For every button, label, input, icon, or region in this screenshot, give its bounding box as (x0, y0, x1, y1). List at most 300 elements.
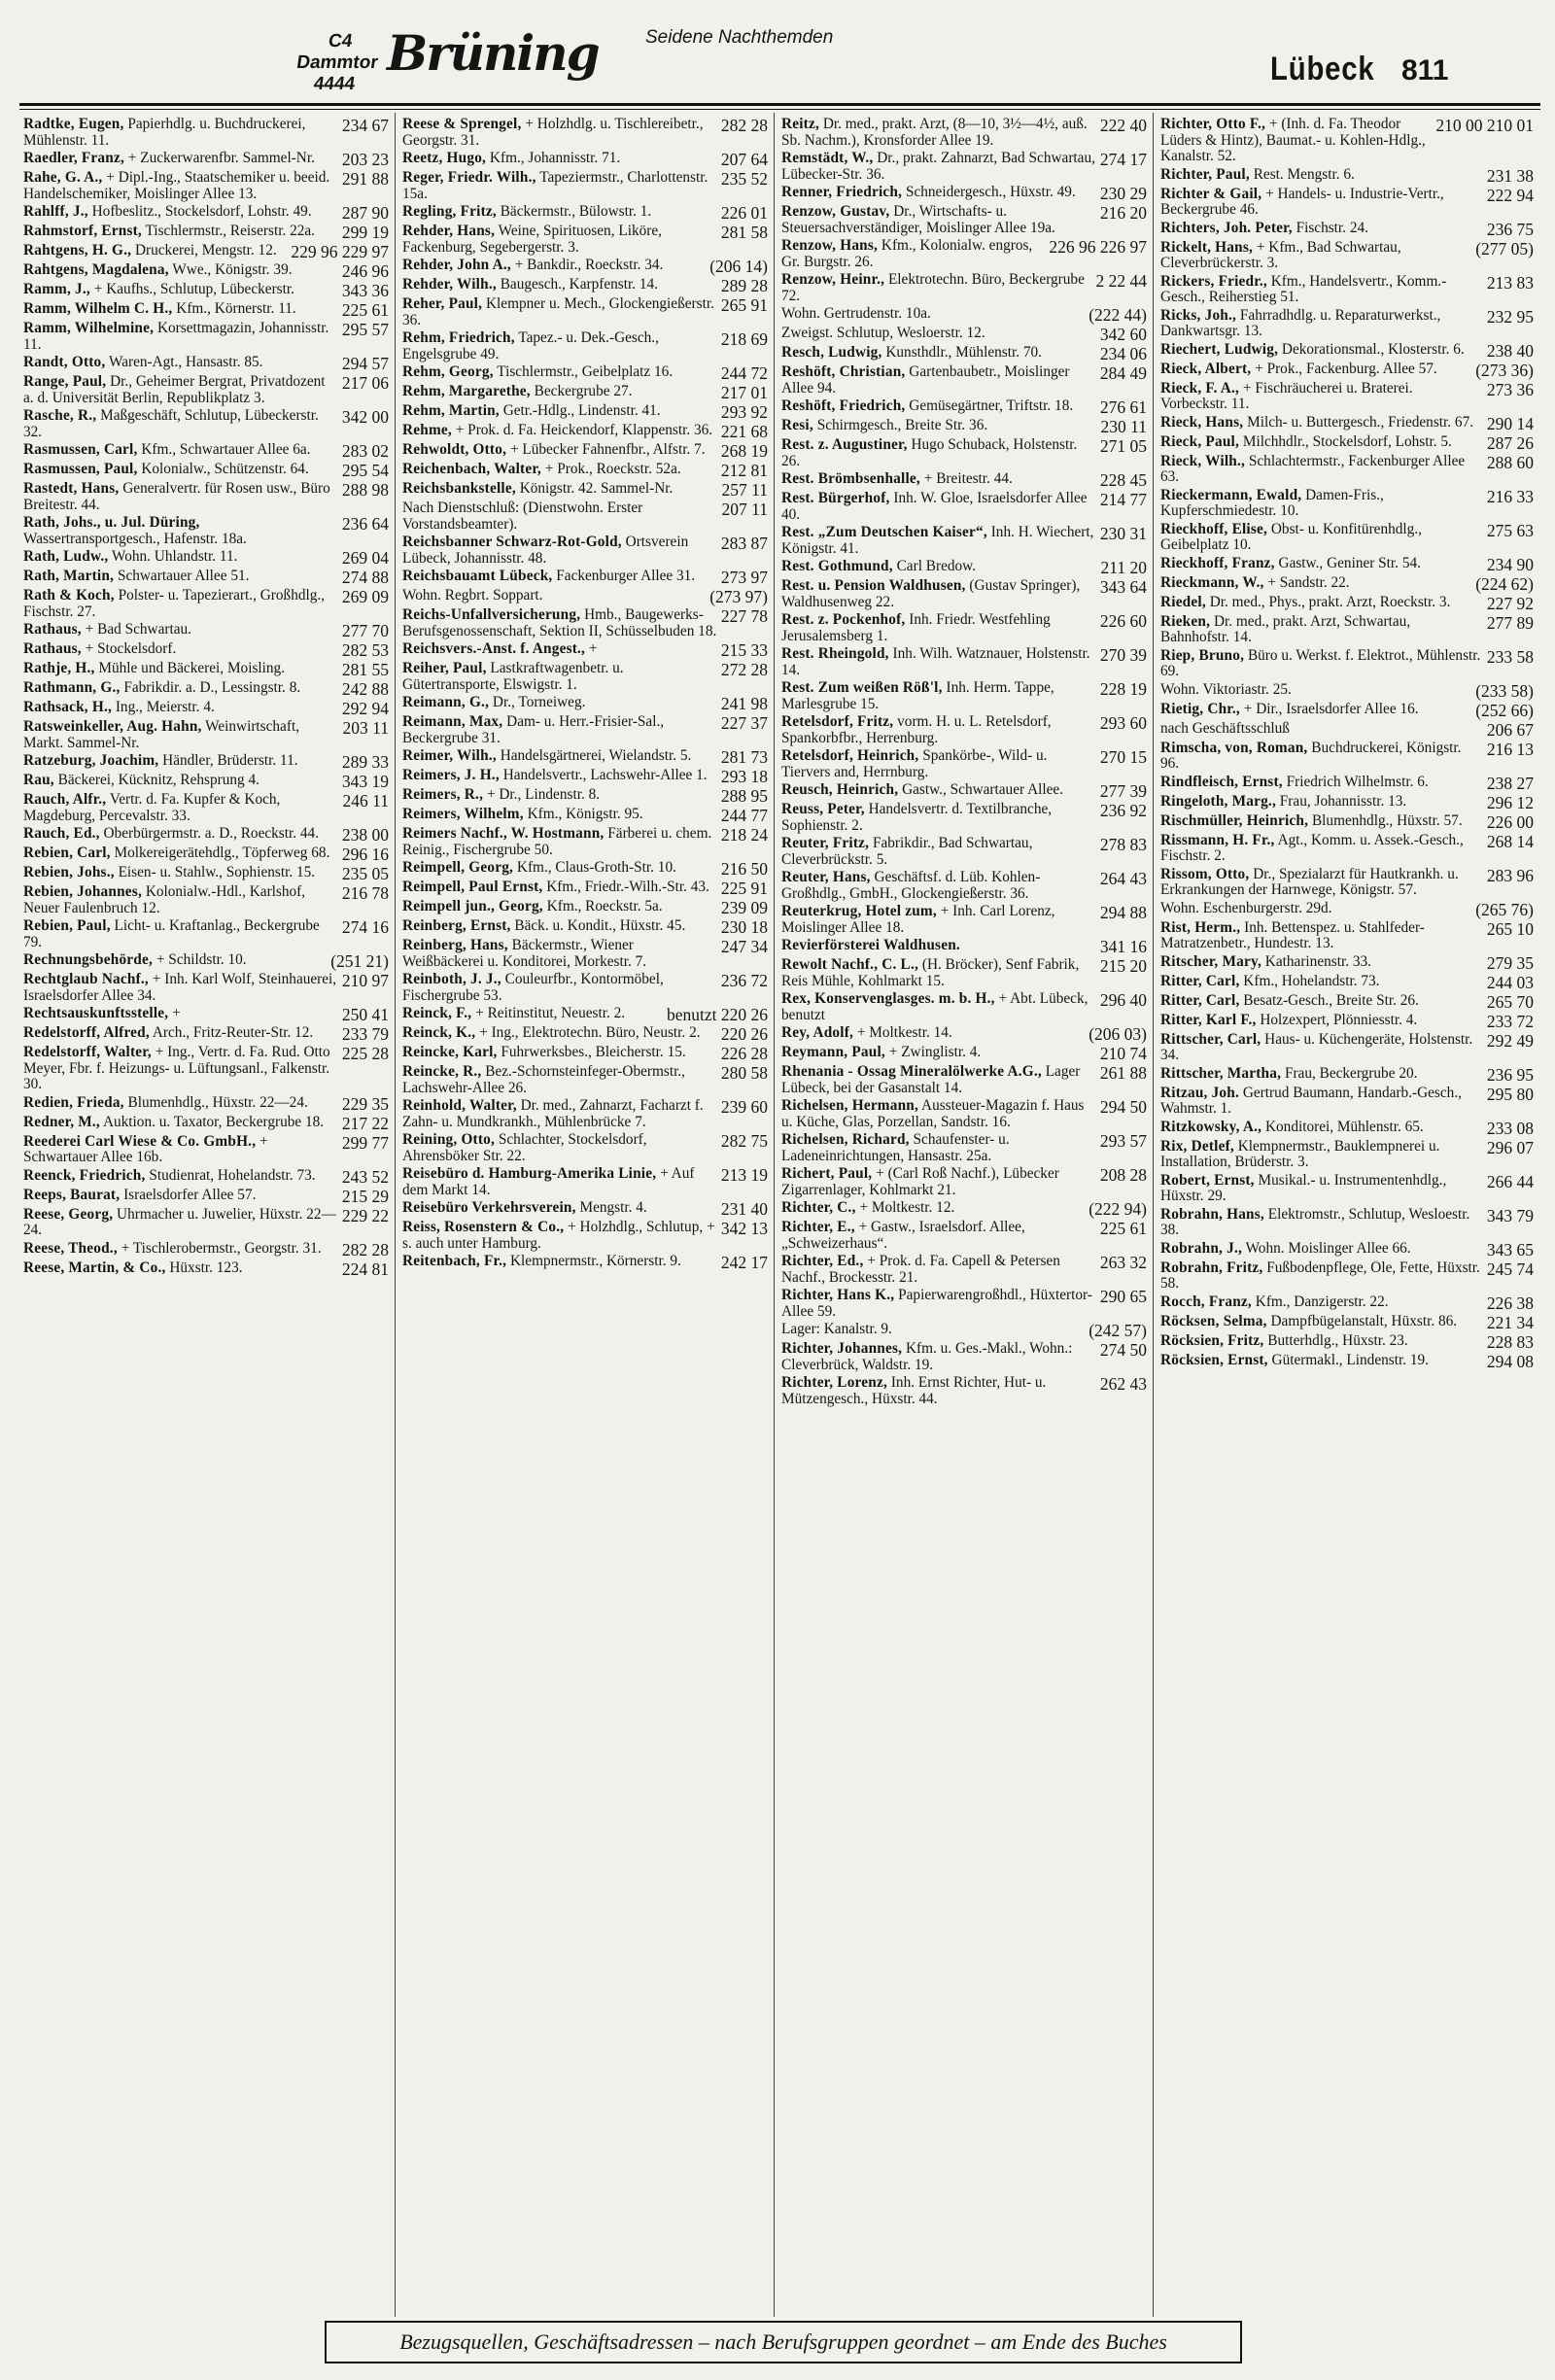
directory-entry (23, 1006, 389, 1025)
entry-details: Wohn. Uhlandstr. 11. (111, 549, 238, 565)
phone-number: 342 13 (720, 1220, 768, 1238)
phone-number: 274 88 (341, 569, 389, 587)
phone-number: 342 00 (341, 408, 389, 427)
entry-details: + Prok. d. Fa. Heickendorf, Klappenstr. 36. (455, 423, 713, 438)
entry-name: Rocch, Franz, (1160, 1293, 1252, 1310)
phone-number: 270 39 (1099, 646, 1147, 665)
entry-name: Radtke, Eugen, (23, 117, 124, 132)
entry-name: Retelsdorf, Heinrich, (781, 748, 919, 764)
entry-name: Ramm, Wilhelmine, (23, 321, 155, 336)
directory-entry (1160, 648, 1534, 682)
phone-number: 238 00 (341, 826, 389, 845)
entry-details: Geschäftsf. d. Lüb. Kohlen-Großhdlg., GmbH., Glockengießerstr. 36. (781, 870, 1041, 902)
phone-number: 288 95 (720, 787, 768, 806)
entry-details: + Dr., Lindenstr. 8. (486, 787, 601, 803)
entry-name: Ritzkowsky, A., (1160, 1119, 1262, 1135)
phone-number: 274 16 (341, 918, 389, 937)
entry-details: Vertr. d. Fa. Kupfer & Koch, Magdeburg, Percevalstr. 33. (23, 792, 281, 824)
entry-details: + Kfm., Bad Schwartau, Cleverbrückerstr. 3. (1160, 239, 1401, 271)
entry-details: + (Inh. d. Fa. Theodor Lüders & Hintz), Baumat.- u. Kohlen-Hdlg., Kanalstr. 52. (1160, 117, 1426, 164)
phone-number: 268 14 (1486, 832, 1534, 851)
directory-entry (781, 418, 1147, 437)
phone-number: 244 72 (720, 364, 768, 383)
phone-number: 233 08 (1486, 1119, 1534, 1138)
phone-number: 207 64 (720, 151, 768, 169)
phone-number: (206 14) (709, 258, 768, 276)
directory-entry (781, 680, 1147, 714)
entry-details: Klempner u. Mech., Glockengießerstr. 36. (402, 296, 714, 328)
directory-entry (23, 918, 389, 952)
directory-entry (402, 880, 768, 899)
entry-name: Rebien, Johs., (23, 865, 115, 880)
directory-entry (781, 870, 1147, 904)
entry-details: Inh. Herm. Tappe, Marlesgrube 15. (781, 680, 1054, 712)
entry-name: Rieckhoff, Elise, (1160, 521, 1268, 537)
entry-details: + Prok. d. Fa. Capell & Petersen Nachf., Brockesstr. 21. (781, 1254, 1060, 1286)
entry-details: + Tischlerobermstr., Georgstr. 31. (121, 1240, 322, 1257)
entry-details: Waren-Agt., Hansastr. 85. (108, 355, 263, 370)
entry-details: Schlachtermstr., Fackenburger Allee 63. (1160, 453, 1466, 485)
entry-name: Rebien, Carl, (23, 845, 111, 861)
entry-details: + Prok., Fackenburg. Allee 57. (1255, 361, 1437, 377)
entry-details: + Bankdir., Roeckstr. 34. (514, 258, 664, 273)
directory-entry (1160, 1260, 1534, 1294)
entry-details: Fahrradhdlg. u. Reparaturwerkst., Dankwartsgr. 13. (1160, 307, 1441, 339)
phone-number: 269 04 (341, 549, 389, 568)
directory-entry (402, 1098, 768, 1132)
phone-number: 343 64 (1099, 578, 1147, 597)
entry-name: Rest. z. Augustiner, (781, 437, 908, 453)
directory-entry (402, 641, 768, 661)
entry-name: Richter, Otto F., (1160, 117, 1266, 132)
entry-name: Renner, Friedrich, (781, 185, 903, 200)
entry-details: + Zuckerwarenfbr. Sammel-Nr. (127, 151, 315, 166)
phone-number: 216 78 (341, 884, 389, 903)
entry-name: Richter, E., (781, 1220, 855, 1235)
phone-number: 229 96 229 97 (291, 243, 389, 261)
directory-entry (402, 224, 768, 258)
directory-entry (1160, 1013, 1534, 1032)
entry-name: Reese, Georg, (23, 1206, 114, 1223)
directory-entry (1160, 434, 1534, 454)
entry-details: Nach Dienstschluß: (Dienstwohn. Erster Vorstandsbeamter). (402, 500, 643, 533)
entry-details: (H. Bröcker), Senf Fabrik, Reis Mühle, Kohlmarkt 15. (781, 957, 1080, 989)
entry-name: Range, Paul, (23, 374, 107, 390)
directory-entry (1160, 867, 1534, 901)
directory-entry (402, 1132, 768, 1166)
entry-name: Ritter, Karl F., (1160, 1012, 1257, 1028)
entry-name: Rasmussen, Paul, (23, 462, 138, 477)
directory-entry (402, 1220, 768, 1254)
entry-details: + Gastw., Israelsdorf. Allee, „Schweizerhaus“. (781, 1220, 1025, 1252)
entry-details: Licht- u. Kraftanlag., Beckergrube 79. (23, 918, 320, 950)
phone-number: 281 58 (720, 224, 768, 242)
entry-name: Rathje, H., (23, 661, 95, 676)
phone-number: 225 28 (341, 1045, 389, 1063)
entry-name: Rickelt, Hans, (1160, 239, 1254, 256)
entry-name: Rauch, Alfr., (23, 792, 107, 808)
directory-entry (23, 462, 389, 481)
directory-entry (23, 680, 389, 700)
entry-name: Redelstorff, Alfred, (23, 1025, 150, 1041)
directory-entry (402, 1045, 768, 1064)
entry-details: Wohn. Gertrudenstr. 10a. (781, 306, 931, 322)
entry-name: Reimers, J. H., (402, 768, 500, 783)
directory-entry (781, 117, 1147, 151)
phone-number: 265 10 (1486, 919, 1534, 939)
phone-number: 274 17 (1099, 151, 1147, 169)
entry-details: + Fischräucherei u. Braterei. Vorbeckstr. 11. (1160, 380, 1413, 412)
entry-name: Rastedt, Hans, (23, 481, 120, 497)
entry-details: Kfm., Danzigerstr. 22. (1255, 1293, 1389, 1310)
entry-name: Reitz, (781, 117, 819, 132)
directory-entry (1160, 1139, 1534, 1173)
phone-number: 242 88 (341, 680, 389, 699)
entry-name: Reiher, Paul, (402, 661, 487, 676)
entry-details: Elektrotechn. Büro, Beckergrube 72. (781, 272, 1085, 304)
directory-entry (402, 714, 768, 748)
phone-number: 212 81 (720, 462, 768, 480)
entry-name: Rauch, Ed., (23, 826, 100, 842)
entry-name: Reher, Paul, (402, 296, 483, 312)
entry-details: Färberei u. chem. Reinig., Fischergrube 50. (402, 826, 712, 858)
directory-entry (781, 1166, 1147, 1200)
entry-name: Reederei Carl Wiese & Co. GmbH., (23, 1133, 257, 1150)
entry-name: Ramm, Wilhelm C. H., (23, 301, 173, 317)
phone-number: 273 36 (1486, 380, 1534, 399)
directory-entry (781, 398, 1147, 418)
phone-number: 230 18 (720, 918, 768, 937)
phone-number: 217 01 (720, 384, 768, 402)
entry-name: Reichsbauamt Lübeck, (402, 569, 553, 584)
directory-entry (1160, 741, 1534, 775)
phone-number: 250 41 (341, 1006, 389, 1024)
phone-number: 217 06 (341, 374, 389, 393)
directory-entry (402, 1254, 768, 1273)
phone-number: 279 35 (1486, 953, 1534, 973)
entry-name: Richters, Joh. Peter, (1160, 220, 1293, 236)
entry-details: Dr., Wirtschafts- u. Steuersachverständiger, Moislinger Allee 19a. (781, 204, 1055, 236)
directory-entry (1160, 595, 1534, 614)
entry-details: Holzexpert, Plönniesstr. 4. (1260, 1012, 1418, 1028)
phone-number: 210 74 (1099, 1045, 1147, 1063)
phone-number: 227 92 (1486, 594, 1534, 613)
entry-name: Reuss, Peter, (781, 802, 865, 817)
entry-details: Dr. med., Zahnarzt, Facharzt f. Zahn- u. Mundkrankh., Mühlenbrücke 7. (402, 1098, 704, 1130)
entry-details: Generalvertr. für Rosen usw., Büro Breitestr. 44. (23, 481, 330, 513)
directory-entry (781, 612, 1147, 646)
entry-details: Gastw., Geniner Str. 54. (1278, 555, 1421, 571)
entry-name: Rathaus, (23, 622, 82, 638)
entry-name: Rehm, Friedrich, (402, 330, 515, 346)
directory-entry (23, 321, 389, 355)
directory-entry (23, 622, 389, 641)
entry-name: Richter, C., (781, 1200, 856, 1216)
entry-name: Richert, Paul, (781, 1166, 873, 1182)
directory-entry (781, 714, 1147, 748)
phone-number: 235 05 (341, 865, 389, 883)
entry-details: + Zwinglistr. 4. (888, 1045, 982, 1060)
entry-name: Richter, Paul, (1160, 166, 1250, 183)
directory-entry (781, 836, 1147, 870)
directory-entry (402, 384, 768, 403)
entry-details: Couleurfbr., Kontormöbel, Fischergrube 53. (402, 972, 664, 1004)
directory-entry (23, 865, 389, 884)
entry-name: Resi, (781, 418, 813, 433)
entry-details: Tapeziermstr., Charlottenstr. 15a. (402, 170, 708, 202)
phone-number: 299 77 (341, 1133, 389, 1153)
directory-entry (402, 860, 768, 880)
phone-number: 296 40 (1099, 991, 1147, 1010)
directory-entry (23, 1115, 389, 1134)
directory-entry (23, 719, 389, 753)
directory-entry (23, 151, 389, 170)
directory-entry (1160, 702, 1534, 721)
directory-entry (23, 569, 389, 588)
directory-entry (1160, 274, 1534, 308)
phone-number: 276 61 (1099, 398, 1147, 417)
phone-number: 243 52 (341, 1167, 389, 1187)
entry-name: Robrahn, J., (1160, 1240, 1243, 1257)
directory-entry (1160, 488, 1534, 522)
directory-entry (23, 1025, 389, 1045)
phone-number: 291 88 (341, 170, 389, 189)
entry-details: Besatz-Gesch., Breite Str. 26. (1243, 992, 1419, 1009)
directory-entry (1160, 415, 1534, 434)
phone-number: 226 00 (1486, 812, 1534, 832)
entry-details: Schwartauer Allee 51. (117, 569, 250, 584)
phone-number: 277 70 (341, 622, 389, 640)
directory-entry (781, 991, 1147, 1025)
entry-details: Fabrikdir., Bad Schwartau, Cleverbrückstr. 5. (781, 836, 1033, 868)
directory-entry (23, 408, 389, 442)
entry-name: Rietig, Chr., (1160, 701, 1240, 717)
entry-details: Inh. Ernst Richter, Hut- u. Mützengesch., Hüxstr. 44. (781, 1375, 1047, 1407)
directory-entry (23, 170, 389, 204)
entry-details: + Moltkestr. 14. (856, 1025, 952, 1041)
directory-entry (781, 559, 1147, 578)
phone-number: 296 16 (341, 845, 389, 864)
directory-entry (402, 481, 768, 500)
directory-entry (402, 296, 768, 330)
entry-details: Fabrikdir. a. D., Lessingstr. 8. (123, 680, 301, 696)
entry-details: Damen-Fris., Kupferschmiedestr. 10. (1160, 487, 1384, 519)
entry-name: Rieck, Wilh., (1160, 453, 1246, 469)
entry-name: Rissmann, H. Fr., (1160, 832, 1275, 848)
entry-details: Israelsdorfer Allee 57. (123, 1187, 257, 1203)
directory-entry (1160, 813, 1534, 833)
entry-name: Reimann, Max, (402, 714, 503, 730)
directory-entry (402, 807, 768, 826)
advert-brand-logo: Brüning (387, 24, 599, 82)
directory-entry (1160, 1207, 1534, 1241)
directory-entry (23, 1134, 389, 1168)
phone-number: 228 83 (1486, 1332, 1534, 1352)
entry-name: Ritter, Carl, (1160, 992, 1240, 1009)
directory-entry (1160, 775, 1534, 794)
phone-number: 230 31 (1099, 525, 1147, 543)
entry-details: Musikal.- u. Instrumentenhdlg., Hüxstr. 29. (1160, 1172, 1447, 1204)
phone-number: (277 05) (1475, 239, 1534, 259)
entry-name: Rest. Zum weißen Röß'l, (781, 680, 943, 696)
entry-details: Lager Lübeck, bei der Gasanstalt 14. (781, 1064, 1081, 1096)
directory-column-3 (781, 117, 1147, 2315)
entry-details: + Abt. Lübeck, benutzt (781, 991, 1088, 1023)
phone-number: (222 44) (1088, 306, 1147, 325)
phone-number: (224 62) (1475, 574, 1534, 594)
phone-number: 239 60 (720, 1098, 768, 1117)
phone-number: 343 19 (341, 773, 389, 791)
directory-entry (781, 185, 1147, 204)
entry-details: Kfm., Roeckstr. 5a. (546, 899, 663, 914)
entry-name: Ratsweinkeller, Aug. Hahn, (23, 719, 202, 735)
directory-entry (23, 700, 389, 719)
phone-number: 206 67 (1486, 720, 1534, 740)
phone-number: 239 09 (720, 899, 768, 917)
directory-entry (781, 802, 1147, 836)
entry-details: Friedrich Wilhelmstr. 6. (1286, 774, 1429, 790)
entry-name: Reichsbanner Schwarz-Rot-Gold, (402, 535, 622, 550)
directory-entry (23, 301, 389, 321)
directory-entry (1160, 522, 1534, 556)
phone-number: 228 45 (1099, 471, 1147, 490)
directory-entry (23, 826, 389, 845)
entry-details: Korsettmagazin, Johannisstr. 11. (23, 321, 329, 353)
phone-number: (251 21) (330, 952, 389, 971)
entry-name: Reiss, Rosenstern & Co., (402, 1220, 565, 1235)
city-title: Lübeck (1270, 51, 1375, 87)
entry-details: Frau, Johannisstr. 13. (1279, 793, 1407, 810)
entry-name: Rest. u. Pension Waldhusen, (781, 578, 966, 594)
directory-entry (1160, 794, 1534, 813)
entry-details: Studienrat, Hohelandstr. 73. (149, 1167, 316, 1184)
column-divider (774, 113, 775, 2317)
header-rule-thin (19, 109, 1540, 110)
entry-name: Redner, M., (23, 1114, 100, 1130)
directory-entry (402, 787, 768, 807)
entry-name: Rieckhoff, Franz, (1160, 555, 1275, 571)
entry-name: Rieken, (1160, 613, 1211, 630)
entry-details: Baugesch., Karpfenstr. 14. (500, 277, 658, 293)
entry-name: Rissom, Otto, (1160, 866, 1250, 882)
entry-details: Beckergrube 27. (534, 384, 633, 399)
entry-name: Richter, Ed., (781, 1254, 864, 1269)
entry-name: Reimpell, Paul Ernst, (402, 880, 543, 895)
entry-details: Milchhdlr., Stockelsdorf, Lohstr. 5. (1242, 433, 1452, 450)
directory-entry (781, 1341, 1147, 1375)
phone-number: 236 75 (1486, 220, 1534, 239)
entry-details: Dr., Spezialarzt für Hautkrankh. u. Erkrankungen der Harnwege, Königstr. 57. (1160, 866, 1459, 898)
directory-entry (1160, 901, 1534, 920)
entry-name: Rechnungsbehörde, (23, 952, 154, 968)
phone-number: 236 72 (720, 972, 768, 990)
column-divider (395, 113, 396, 2317)
entry-details: Fackenburger Allee 31. (556, 569, 696, 584)
directory-entry (1160, 556, 1534, 575)
entry-name: Reuter, Hans, (781, 870, 871, 885)
phone-number: 232 95 (1486, 307, 1534, 327)
directory-entry (23, 442, 389, 462)
phone-number: 218 24 (720, 826, 768, 845)
entry-name: Röcksien, Fritz, (1160, 1332, 1264, 1349)
entry-details: Dampfbügelanstalt, Hüxstr. 86. (1270, 1313, 1458, 1329)
entry-name: Ramm, J., (23, 282, 90, 297)
entry-details: Bäck. u. Kondit., Hüxstr. 45. (514, 918, 686, 934)
phone-number: 283 96 (1486, 866, 1534, 885)
phone-number: (252 66) (1475, 701, 1534, 720)
phone-number: 227 78 (720, 607, 768, 626)
phone-number: 282 28 (720, 117, 768, 135)
phone-number: 282 28 (341, 1240, 389, 1259)
entry-name: Rebien, Johannes, (23, 884, 142, 900)
entry-details: Tapez.- u. Dek.-Gesch., Engelsgrube 49. (402, 330, 659, 362)
entry-name: Rahe, G. A., (23, 170, 103, 186)
entry-details: Mengstr. 4. (579, 1200, 647, 1216)
entry-name: Reincke, Karl, (402, 1045, 498, 1060)
entry-details: + Moltkestr. 12. (859, 1200, 955, 1216)
directory-entry (402, 330, 768, 364)
directory-entry (402, 204, 768, 224)
directory-entry (23, 549, 389, 569)
entry-details: + Breitestr. 44. (923, 471, 1013, 487)
directory-entry (1160, 1086, 1534, 1120)
entry-name: Reisebüro Verkehrsverein, (402, 1200, 576, 1216)
entry-name: Rehm, Martin, (402, 403, 500, 419)
entry-details: Ing., Meierstr. 4. (115, 700, 215, 715)
directory-entry (781, 782, 1147, 802)
directory-entry (23, 1188, 389, 1207)
phone-number: 226 38 (1486, 1293, 1534, 1313)
phone-number: 2 22 44 (1095, 272, 1147, 291)
phone-number: 273 97 (720, 569, 768, 587)
entry-name: Reichenbach, Walter, (402, 462, 541, 477)
entry-name: Röcksien, Ernst, (1160, 1352, 1268, 1368)
entry-name: Röcksen, Selma, (1160, 1313, 1267, 1329)
entry-details: Rest. Mengstr. 6. (1253, 166, 1355, 183)
phone-number: 236 64 (341, 515, 389, 534)
phone-number: 216 20 (1099, 204, 1147, 223)
directory-entry (1160, 833, 1534, 867)
directory-entry (402, 535, 768, 569)
entry-name: Revierförsterei Waldhusen. (781, 938, 960, 953)
directory-entry (1160, 381, 1534, 415)
entry-name: Rest. Brömbsenhalle, (781, 471, 920, 487)
phone-number: 235 52 (720, 170, 768, 189)
entry-name: Robrahn, Hans, (1160, 1206, 1264, 1223)
entry-details: + Inh. Karl Wolf, Steinhauerei, Israelsdorfer Allee 34. (23, 972, 337, 1004)
directory-entry (781, 437, 1147, 471)
phone-number: 294 50 (1099, 1098, 1147, 1117)
phone-number: 225 91 (720, 880, 768, 898)
entry-details: Bäckermstr., Bülowstr. 1. (500, 204, 652, 220)
phone-number: 294 57 (341, 355, 389, 373)
entry-details: Hmb., Baugewerks-Berufsgenossenschaft, Sektion II, Schüsselbuden 18. (402, 607, 717, 639)
entry-details: Getr.-Hdlg., Lindenstr. 41. (502, 403, 661, 419)
entry-name: Remstädt, W., (781, 151, 874, 166)
phone-number: 222 40 (1099, 117, 1147, 135)
entry-name: Robrahn, Fritz, (1160, 1259, 1263, 1276)
phone-number: (242 57) (1088, 1322, 1147, 1340)
entry-details: + Handels- u. Industrie-Vertr., Beckergrube 46. (1160, 186, 1444, 218)
entry-name: Rahlff, J., (23, 204, 88, 220)
entry-details: Kfm., Hohelandstr. 73. (1243, 973, 1380, 989)
entry-details: Oberbürgermstr. a. D., Roeckstr. 44. (103, 826, 320, 842)
phone-number: 283 87 (720, 535, 768, 553)
entry-name: Reimers, R., (402, 787, 484, 803)
entry-name: Reetz, Hugo, (402, 151, 487, 166)
entry-name: Reuterkrug, Hotel zum, (781, 904, 937, 919)
entry-name: Retelsdorf, Fritz, (781, 714, 894, 730)
